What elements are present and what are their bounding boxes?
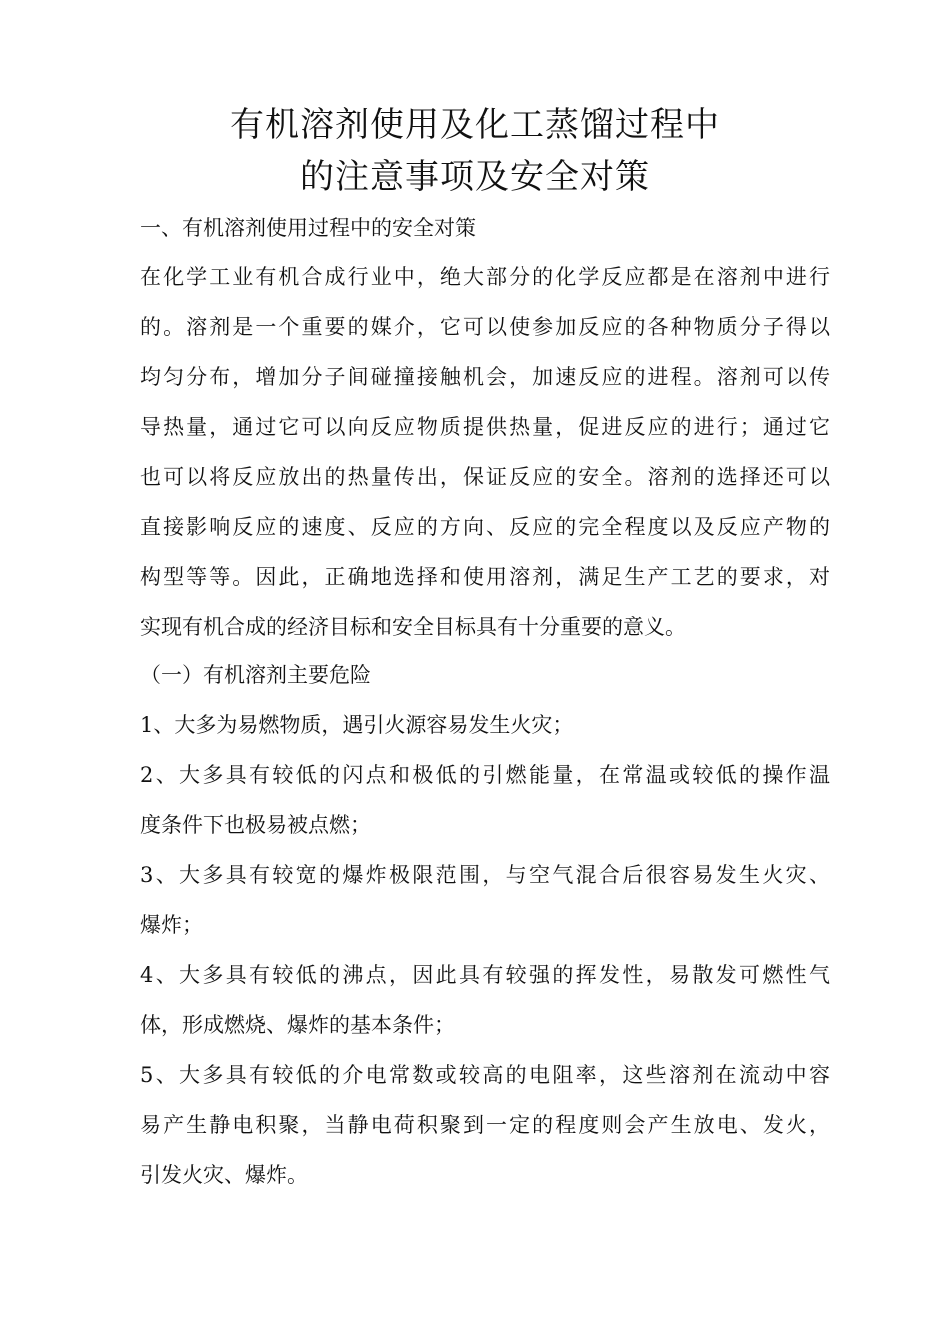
subsection-heading: （一）有机溶剂主要危险 bbox=[140, 663, 371, 687]
section-heading: 一、有机溶剂使用过程中的安全对策 bbox=[140, 216, 476, 240]
hazard-item-continuation: 体，形成燃烧、爆炸的基本条件； bbox=[140, 1013, 455, 1037]
body-text-line: 直接影响反应的速度、反应的方向、反应的完全程度以及反应产物的 bbox=[140, 515, 830, 539]
hazard-item: 1、大多为易燃物质，遇引火源容易发生火灾； bbox=[140, 713, 574, 737]
body-text-line: 导热量，通过它可以向反应物质提供热量，促进反应的进行；通过它 bbox=[140, 415, 830, 439]
hazard-item-continuation: 爆炸； bbox=[140, 913, 203, 937]
hazard-item: 2、大多具有较低的闪点和极低的引燃能量，在常温或较低的操作温 bbox=[140, 763, 830, 787]
document-title-line-2: 的注意事项及安全对策 bbox=[300, 157, 650, 197]
hazard-item-continuation: 引发火灾、爆炸。 bbox=[140, 1163, 308, 1187]
hazard-item: 4、大多具有较低的沸点，因此具有较强的挥发性，易散发可燃性气 bbox=[140, 963, 830, 987]
hazard-item-continuation: 度条件下也极易被点燃； bbox=[140, 813, 371, 837]
body-text-line: 在化学工业有机合成行业中，绝大部分的化学反应都是在溶剂中进行 bbox=[140, 265, 830, 289]
document-title-line-1: 有机溶剂使用及化工蒸馏过程中 bbox=[230, 105, 720, 145]
body-text-line: 实现有机合成的经济目标和安全目标具有十分重要的意义。 bbox=[140, 615, 686, 639]
body-text-line: 均匀分布，增加分子间碰撞接触机会，加速反应的进程。溶剂可以传 bbox=[140, 365, 830, 389]
body-text-line: 的。溶剂是一个重要的媒介，它可以使参加反应的各种物质分子得以 bbox=[140, 315, 830, 339]
hazard-item: 3、大多具有较宽的爆炸极限范围，与空气混合后很容易发生火灾、 bbox=[140, 863, 830, 887]
body-text-line: 构型等等。因此，正确地选择和使用溶剂，满足生产工艺的要求，对 bbox=[140, 565, 830, 589]
hazard-item: 5、大多具有较低的介电常数或较高的电阻率，这些溶剂在流动中容 bbox=[140, 1063, 830, 1087]
body-text-line: 也可以将反应放出的热量传出，保证反应的安全。溶剂的选择还可以 bbox=[140, 465, 830, 489]
hazard-item-continuation: 易产生静电积聚，当静电荷积聚到一定的程度则会产生放电、发火， bbox=[140, 1113, 830, 1137]
